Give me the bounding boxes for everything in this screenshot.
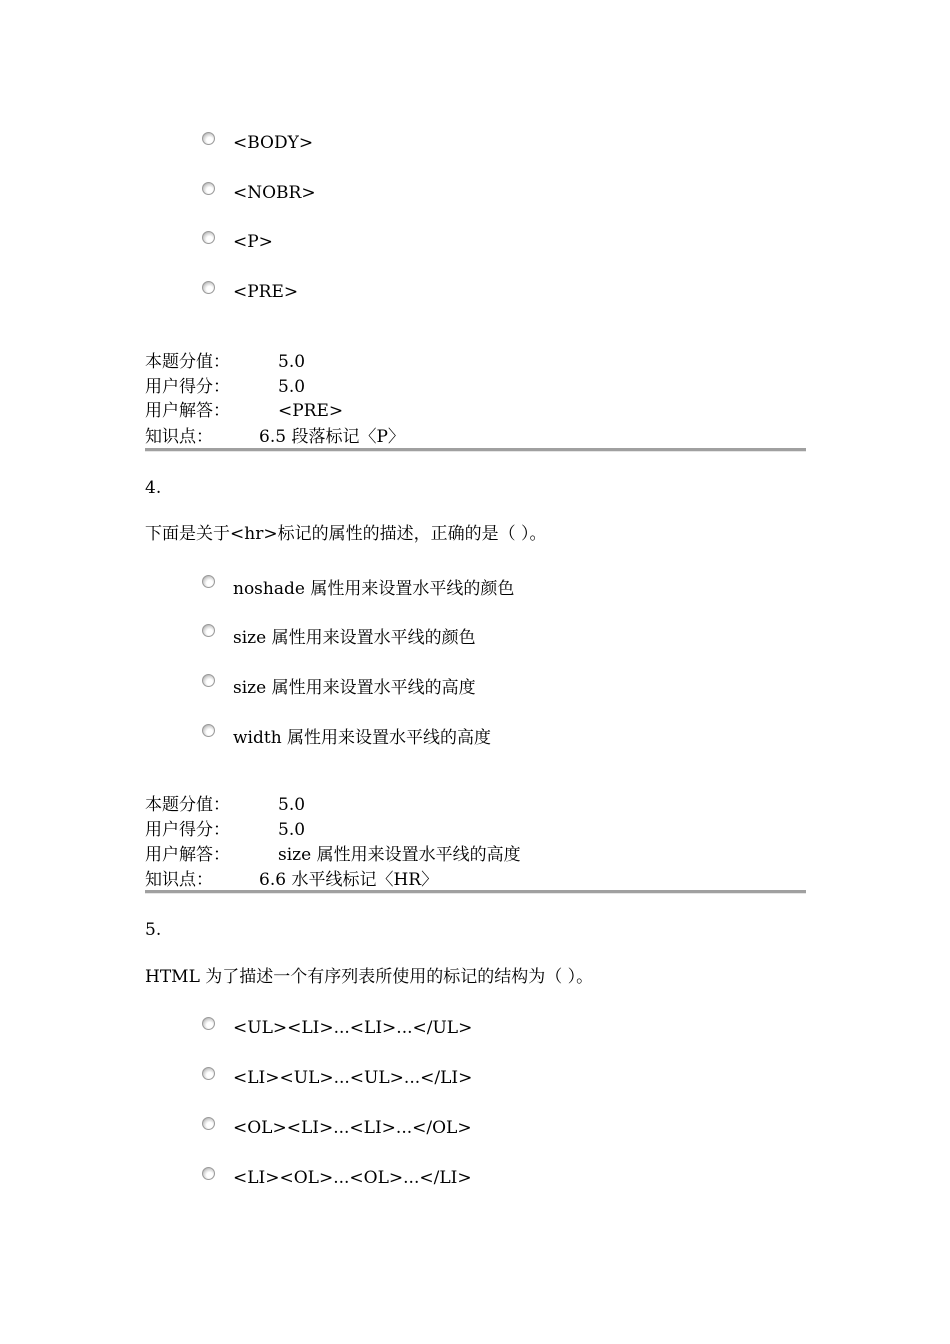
q4-answer-row: [145, 843, 521, 867]
radio-button-icon[interactable]: [202, 231, 215, 244]
user-score-value: 5.0: [278, 820, 306, 840]
q4-user-score-row: [145, 818, 306, 842]
section-divider: [145, 448, 806, 452]
option-label: size 属性用来设置水平线的颜色: [233, 627, 476, 648]
radio-button-icon[interactable]: [202, 132, 215, 145]
radio-button-icon[interactable]: [202, 1167, 215, 1180]
knowledge-value: 6.5 段落标记〈P〉: [259, 427, 405, 447]
q3-option-1[interactable]: [202, 131, 313, 155]
q4-option-2[interactable]: [202, 623, 476, 647]
user-answer-label: 用户解答：: [145, 401, 230, 421]
option-label: size 属性用来设置水平线的高度: [233, 677, 476, 698]
option-label: <NOBR>: [233, 183, 316, 203]
option-label: width 属性用来设置水平线的高度: [233, 727, 492, 748]
q3-option-3[interactable]: [202, 230, 273, 254]
score-label: 本题分值：: [145, 352, 230, 372]
score-value: 5.0: [278, 795, 306, 815]
user-answer-value: size 属性用来设置水平线的高度: [278, 845, 521, 865]
user-score-label: 用户得分：: [145, 820, 230, 840]
q4-option-4[interactable]: [202, 723, 491, 747]
q4-knowledge-row: [145, 868, 439, 892]
user-score-value: 5.0: [278, 377, 306, 397]
option-label: <LI><OL>...<OL>...</LI>: [233, 1168, 472, 1188]
knowledge-label: 知识点：: [145, 870, 213, 890]
q5-question-text: HTML 为了描述一个有序列表所使用的标记的结构为（ ）。: [145, 967, 594, 987]
score-value: 5.0: [278, 352, 306, 372]
q5-option-3[interactable]: [202, 1116, 472, 1140]
q3-option-2[interactable]: [202, 181, 316, 205]
q4-score-row: [145, 793, 306, 817]
option-label: noshade 属性用来设置水平线的颜色: [233, 578, 515, 599]
q4-option-3[interactable]: [202, 673, 476, 697]
knowledge-value: 6.6 水平线标记〈HR〉: [259, 870, 439, 890]
radio-button-icon[interactable]: [202, 281, 215, 294]
radio-button-icon[interactable]: [202, 674, 215, 687]
user-answer-value: <PRE>: [278, 401, 344, 421]
option-label: <P>: [233, 232, 273, 252]
q3-user-score-row: [145, 375, 306, 399]
option-label: <UL><LI>...<LI>...</UL>: [233, 1018, 473, 1038]
q3-knowledge-row: [145, 425, 405, 449]
q4-option-1[interactable]: [202, 574, 514, 598]
score-label: 本题分值：: [145, 795, 230, 815]
radio-button-icon[interactable]: [202, 1117, 215, 1130]
q5-option-4[interactable]: [202, 1166, 472, 1190]
radio-button-icon[interactable]: [202, 1067, 215, 1080]
option-label: <PRE>: [233, 282, 299, 302]
q3-answer-row: [145, 399, 344, 423]
user-score-label: 用户得分：: [145, 377, 230, 397]
radio-button-icon[interactable]: [202, 1017, 215, 1030]
option-label: <LI><UL>...<UL>...</LI>: [233, 1068, 473, 1088]
section-divider: [145, 890, 806, 894]
q4-question-text: 下面是关于<hr>标记的属性的描述，正确的是（ ）。: [145, 524, 547, 544]
q4-number: 4.: [145, 478, 162, 498]
radio-button-icon[interactable]: [202, 624, 215, 637]
q5-number: 5.: [145, 920, 162, 940]
user-answer-label: 用户解答：: [145, 845, 230, 865]
q3-option-4[interactable]: [202, 280, 298, 304]
radio-button-icon[interactable]: [202, 575, 215, 588]
q5-option-1[interactable]: [202, 1016, 472, 1040]
radio-button-icon[interactable]: [202, 182, 215, 195]
knowledge-label: 知识点：: [145, 427, 213, 447]
radio-button-icon[interactable]: [202, 724, 215, 737]
option-label: <OL><LI>...<LI>...</OL>: [233, 1118, 472, 1138]
q3-score-row: [145, 350, 306, 374]
option-label: <BODY>: [233, 133, 314, 153]
q5-option-2[interactable]: [202, 1066, 472, 1090]
